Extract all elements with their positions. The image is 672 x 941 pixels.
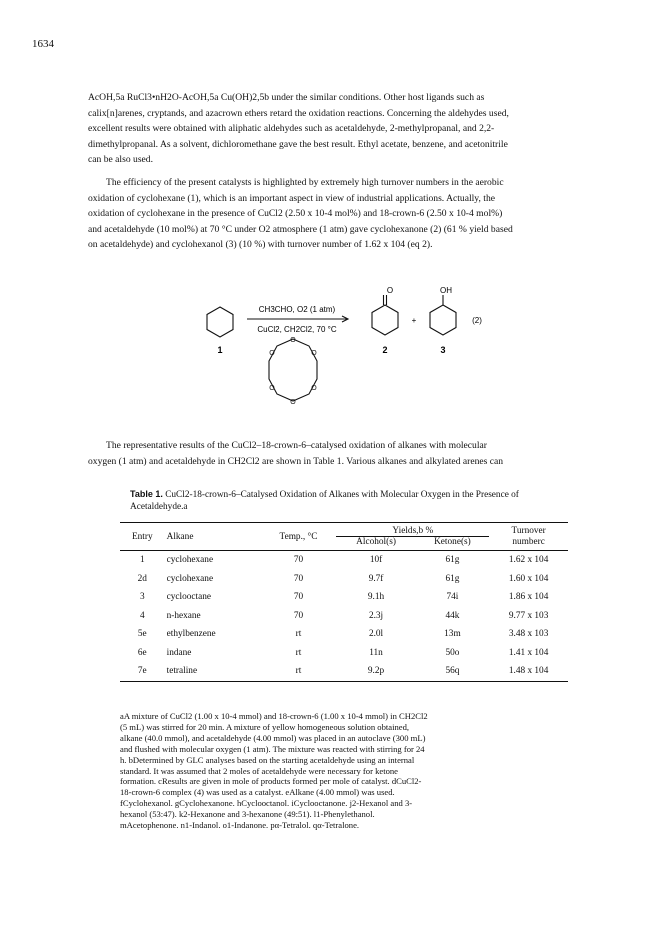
cell-entry: 1	[139, 555, 145, 566]
cell-turnover: 3.48 x 103	[508, 629, 549, 640]
crown-oxygen: O	[269, 350, 275, 357]
page-number: 1634	[32, 38, 54, 50]
table-caption-label: Table 1.	[130, 489, 163, 499]
col-header-entry: Entry	[120, 523, 165, 548]
cell-entry: 6e	[137, 647, 147, 658]
footnote-line: alkane (40.0 mmol), and acetaldehyde (4.00 mmol) was placed in an autoclave (300 mL)	[120, 732, 426, 743]
table-row	[120, 570, 568, 589]
cell-alcohol: 2.0l	[368, 629, 384, 640]
col-header-ketone: Ketone(s)	[434, 537, 471, 547]
cell-ketone: 74i	[446, 592, 459, 603]
plus-sign: +	[411, 316, 417, 325]
text-line: The efficiency of the present catalysts is highlighted by extremely high turnover numbers in the aerobic	[106, 177, 504, 188]
text-line: dimethylpropanal. As a solvent, dichloromethane gave the best result. Ethyl acetate, benzene, and acetonitrile	[88, 138, 508, 150]
footnote-line: aA mixture of CuCl2 (1.00 x 10-4 mmol) and 18-crown-6 (1.00 x 10-4 mmol) in CH2Cl2	[120, 711, 428, 721]
footnote-line: 18-crown-6 complex (4) was used as a catalyst. eAlkane (4.00 mmol) was used.	[120, 787, 395, 798]
cell-alkane: tetraline	[165, 662, 261, 681]
cell-ketone: 56q	[416, 662, 490, 681]
cell-alcohol: 9.2p	[336, 662, 415, 681]
footnote-line: (5 mL) was stirred for 20 min. A mixture of yellow homogeneous solution obtained,	[120, 721, 410, 732]
text-line: can be also used.	[88, 154, 154, 166]
col-header-temp: Temp., °C	[261, 523, 337, 548]
cell-entry: 5e	[137, 629, 147, 640]
cell-ketone: 50o	[445, 647, 460, 658]
cell-temp: rt	[295, 629, 302, 640]
text-line: oxygen (1 atm) and acetaldehyde in CH2Cl2 are shown in Table 1. Various alkanes and alkylated arenes can	[88, 455, 504, 467]
reagents-top: CH3CHO, O2 (1 atm)	[258, 305, 336, 314]
carbonyl-oxygen: O	[386, 286, 394, 295]
cell-temp: rt	[261, 662, 337, 681]
text-line: The representative results of the CuCl2–18-crown-6–catalysed oxidation of alkanes with molecular	[106, 440, 487, 451]
paragraph-3	[88, 438, 602, 469]
paragraph-1	[88, 90, 602, 168]
cell-turnover: 1.41 x 104	[508, 647, 549, 658]
crown-oxygen: O	[311, 385, 317, 392]
table-row	[120, 588, 568, 607]
cell-alkane: indane	[166, 647, 192, 658]
compound-label-1: 1	[217, 345, 223, 355]
cell-entry: 2d	[137, 573, 147, 584]
cell-ketone: 13m	[444, 629, 461, 640]
footnote-line: fCyclohexanol. gCyclohexanone. hCyclooctanol. iCyclooctanone. j2-Hexanol and 3-	[120, 798, 413, 809]
cell-entry: 3	[139, 592, 145, 603]
text-line: excellent results were obtained with aliphatic aldehydes such as acetaldehyde, 2-methylpropanal, and 2,2-	[88, 123, 495, 135]
footnote-line: formation. cResults are given in mole of products formed per mole of catalyst. dCuCl2-	[120, 776, 422, 787]
cell-turnover: 1.48 x 104	[489, 662, 568, 681]
crown-oxygen: O	[290, 399, 296, 406]
cell-alcohol: 2.3j	[368, 610, 384, 621]
crown-oxygen: O	[311, 350, 317, 357]
cyclohexane-ring	[207, 307, 233, 337]
reagents-bottom: CuCl2, CH2Cl2, 70 °C	[257, 325, 337, 334]
table-caption-text: CuCl2-18-crown-6–Catalysed Oxidation of Alkanes with Molecular Oxygen in the Presence of Acetaldehyde.a	[130, 490, 519, 512]
cyclohexanol-ring	[430, 305, 456, 335]
hydroxyl-group: OH	[440, 286, 452, 295]
cell-alkane: cyclooctane	[166, 592, 212, 603]
table-row	[120, 607, 568, 626]
col-header-yields: Yields,b %	[336, 523, 489, 537]
col-header-number: numberc	[512, 536, 545, 547]
compound-label-2: 2	[382, 345, 388, 355]
col-header-turnover: Turnover	[489, 523, 568, 537]
text-line: oxidation of cyclohexane in the presence of CuCl2 (2.50 x 10-4 mol%) and 18-crown-6 (2.50 x 10-4 mol%)	[88, 208, 503, 220]
paragraph-2	[88, 175, 602, 253]
cell-alkane: n-hexane	[166, 610, 201, 621]
col-header-alcohol: Alcohol(s)	[356, 537, 396, 547]
reaction-scheme	[190, 283, 490, 423]
cell-turnover: 1.86 x 104	[508, 592, 549, 603]
cell-turnover: 9.77 x 103	[508, 610, 549, 621]
table-caption	[130, 488, 570, 513]
cell-alkane: cyclohexane	[166, 555, 214, 566]
crown-oxygen: O	[290, 337, 296, 344]
cell-temp: 70	[293, 592, 304, 603]
cell-temp: 70	[293, 610, 304, 621]
cyclohexanone-ring	[372, 305, 398, 335]
cell-temp: 70	[293, 573, 304, 584]
cell-turnover: 1.60 x 104	[508, 573, 549, 584]
footnote-line: hexanol (53:47). k2-Hexanone and 3-hexanone (49:51). l1-Phenylethanol.	[120, 809, 375, 820]
table-footnotes	[120, 711, 568, 831]
crown-ether-ring	[269, 339, 317, 401]
cell-ketone: 61g	[445, 555, 460, 566]
cell-temp: 70	[293, 555, 304, 566]
text-line: oxidation of cyclohexane (1), which is an important aspect in view of industrial applications. Actually, the	[88, 192, 496, 204]
equation-number: (2)	[472, 316, 482, 325]
footnote-line: h. bDetermined by GLC analyses based on the starting acetaldehyde using an internal	[120, 754, 415, 765]
table-row	[120, 625, 568, 644]
text-line: calix[n]arenes, cryptands, and azacrown ethers retard the oxidation reactions. Concerning the aldehydes used,	[88, 107, 509, 119]
cell-alkane: cyclohexane	[166, 573, 214, 584]
cell-alcohol: 9.1h	[367, 592, 385, 603]
footnote-line: and flushed with molecular oxygen (1 atm). The mixture was reacted with stirring for 24	[120, 743, 425, 754]
crown-oxygen: O	[269, 385, 275, 392]
text-line: AcOH,5a RuCl3•nH2O-AcOH,5a Cu(OH)2,5b under the similar conditions. Other host ligands such as	[88, 92, 485, 103]
footnote-line: standard. It was assumed that 2 moles of acetaldehyde were necessary for ketone	[120, 765, 398, 776]
text-line: on acetaldehyde) and cyclohexanol (3) (10 %) with turnover number of 1.62 x 104 (eq 2).	[88, 239, 433, 251]
table-row	[120, 551, 568, 570]
results-table	[120, 522, 568, 682]
cell-entry: 7e	[120, 662, 165, 681]
cell-entry: 4	[139, 610, 145, 621]
col-header-alkane: Alkane	[165, 523, 261, 548]
table-row	[120, 662, 568, 681]
cell-alkane: ethylbenzene	[166, 629, 216, 640]
text-line: and acetaldehyde (10 mol%) at 70 °C under O2 atmosphere (1 atm) gave cyclohexanone (2) (61 % yield based	[88, 223, 513, 235]
cell-alcohol: 11n	[369, 647, 383, 658]
cell-alcohol: 10f	[369, 555, 383, 566]
footnote-line: mAcetophenone. n1-Indanol. o1-Indanone. pα-Tetralol. qα-Tetralone.	[120, 820, 360, 831]
cell-ketone: 44k	[445, 610, 460, 621]
cell-alcohol: 9.7f	[368, 573, 384, 584]
cell-ketone: 61g	[445, 573, 460, 584]
cell-turnover: 1.62 x 104	[508, 555, 549, 566]
table-row	[120, 644, 568, 663]
compound-label-3: 3	[440, 345, 446, 355]
cell-temp: rt	[295, 647, 302, 658]
